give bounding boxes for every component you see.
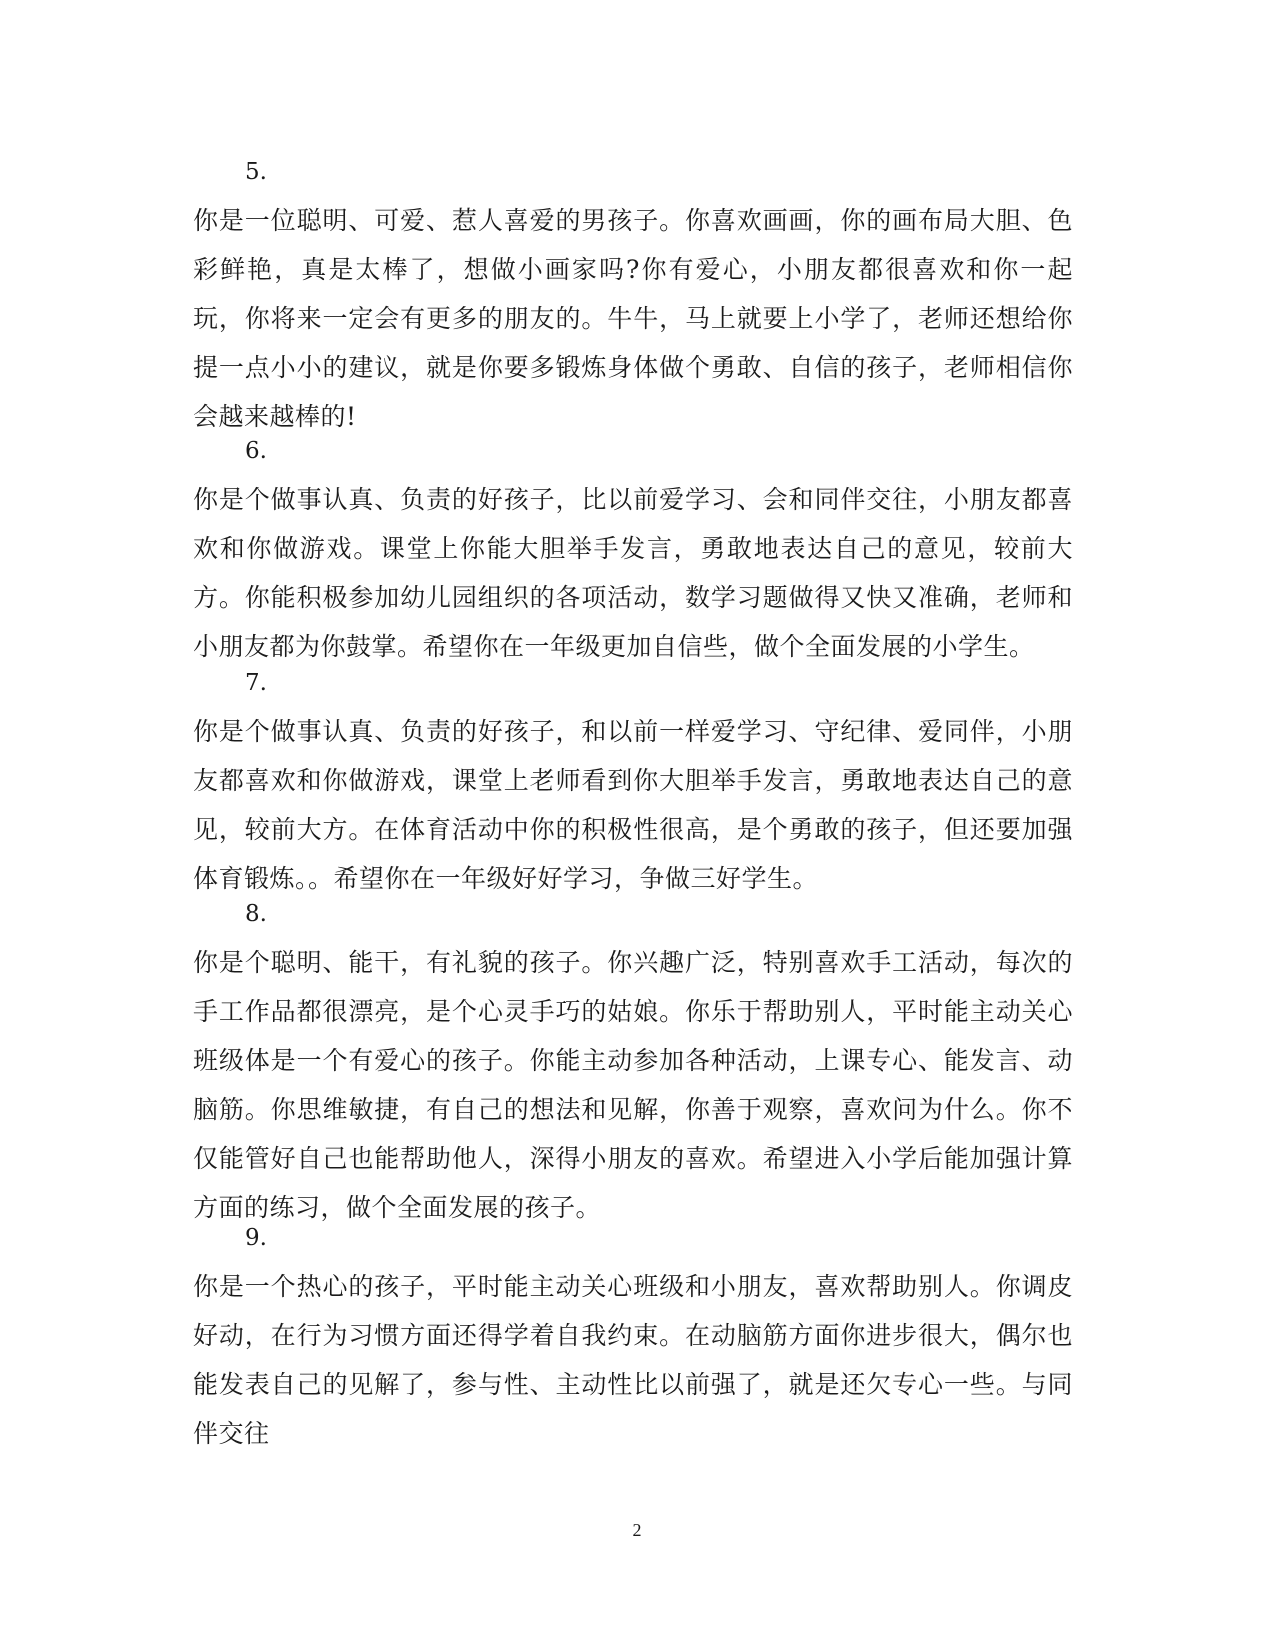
- page-number: 2: [632, 1520, 642, 1540]
- entry-text: 你是个聪明、能干，有礼貌的孩子。你兴趣广泛，特别喜欢手工活动，每次的手工作品都很漂亮，是个心灵手巧的姑娘。你乐于帮助别人，平时能主动关心班级体是一个有爱心的孩子。你能主动参加各种活动，上课专心、能发言、动脑筋。你思维敏捷，有自己的想法和见解，你善于观察，喜欢问为什么。你不仅能管好自己也能帮助他人，深得小朋友的喜欢。希望进入小学后能加强计算方面的练习，做个全面发展的孩子。: [193, 948, 1073, 1222]
- entry-text: 你是个做事认真、负责的好孩子，和以前一样爱学习、守纪律、爱同伴，小朋友都喜欢和你做游戏，课堂上老师看到你大胆举手发言，勇敢地表达自己的意见，较前大方。在体育活动中你的积极性很高，是个勇敢的孩子，但还要加强体育锻炼。。希望你在一年级好好学习，争做三好学生。: [193, 717, 1073, 893]
- entry-number: 7.: [245, 670, 267, 696]
- entry-8: [193, 890, 1073, 1232]
- entry-number: 9.: [245, 1225, 267, 1251]
- entry-number: 8.: [245, 901, 267, 927]
- entry-5: [193, 148, 1073, 441]
- entry-number: 5.: [245, 159, 267, 185]
- entry-text: 你是一个热心的孩子，平时能主动关心班级和小朋友，喜欢帮助别人。你调皮好动，在行为习惯方面还得学着自我约束。在动脑筋方面你进步很大，偶尔也能发表自己的见解了，参与性、主动性比以前强了，就是还欠专心一些。与同伴交往: [193, 1272, 1073, 1448]
- entry-text: 你是一位聪明、可爱、惹人喜爱的男孩子。你喜欢画画，你的画布局大胆、色彩鲜艳，真是太棒了，想做小画家吗?你有爱心，小朋友都很喜欢和你一起玩，你将来一定会有更多的朋友的。牛牛，马上就要上小学了，老师还想给你提一点小小的建议，就是你要多锻炼身体做个勇敢、自信的孩子，老师相信你会越来越棒的!: [193, 206, 1073, 431]
- entry-text: 你是个做事认真、负责的好孩子，比以前爱学习、会和同伴交往，小朋友都喜欢和你做游戏。课堂上你能大胆举手发言，勇敢地表达自己的意见，较前大方。你能积极参加幼儿园组织的各项活动，数学习题做得又快又准确，老师和小朋友都为你鼓掌。希望你在一年级更加自信些，做个全面发展的小学生。: [193, 485, 1073, 661]
- entry-number: 6.: [245, 438, 267, 464]
- entry-9: [193, 1214, 1073, 1458]
- entry-6: [193, 427, 1073, 671]
- entry-7: [193, 659, 1073, 903]
